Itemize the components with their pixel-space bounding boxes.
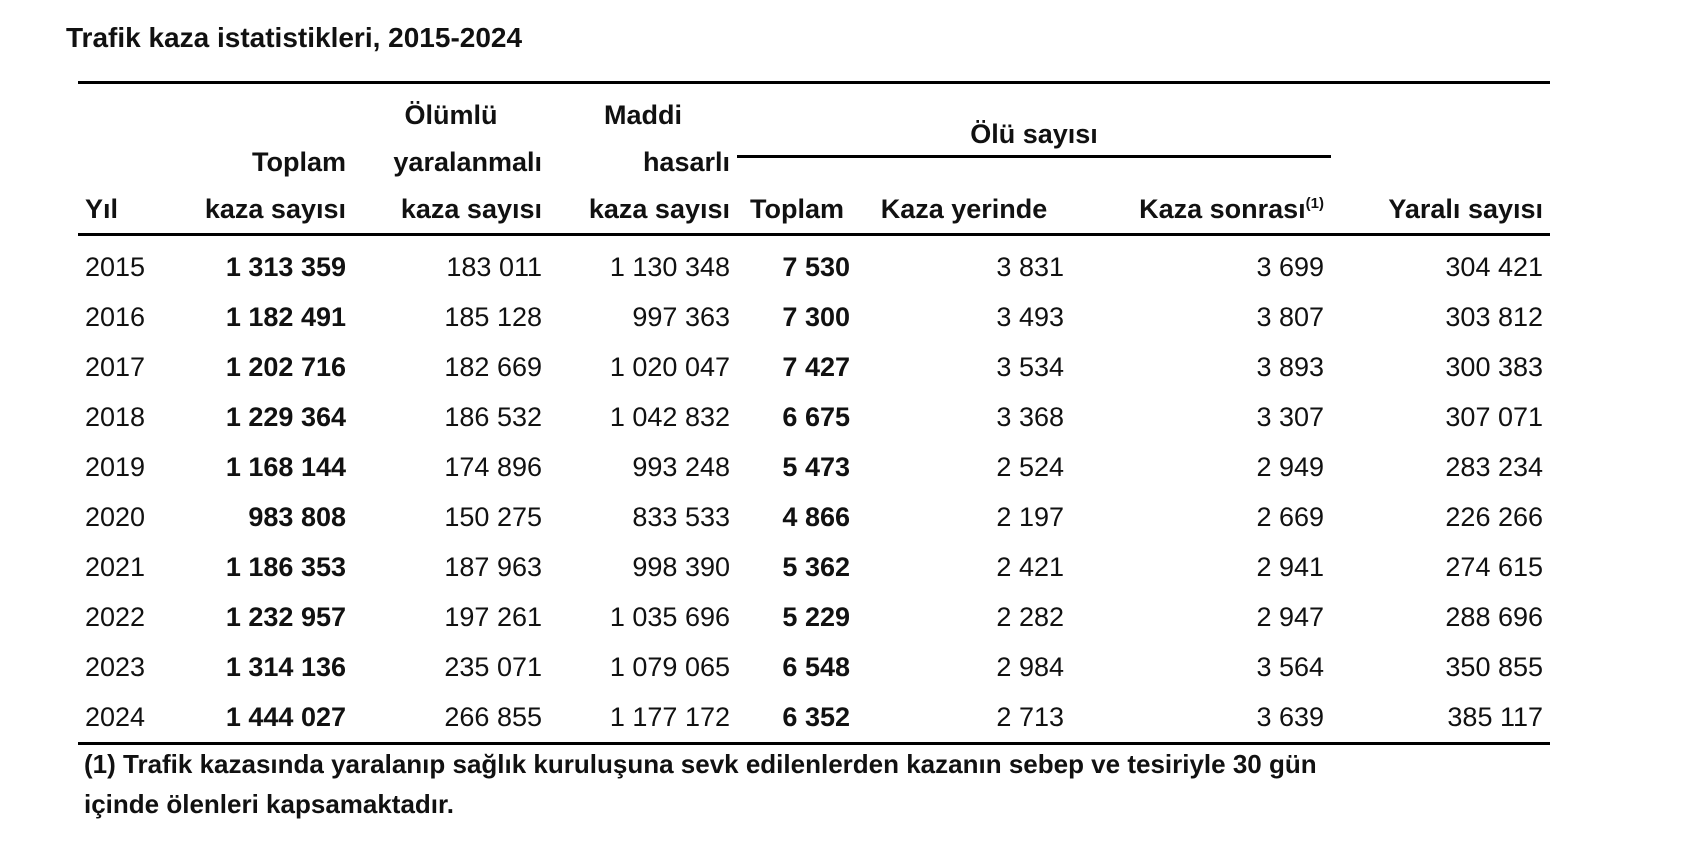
header-fatal-line3: kaza sayısı	[400, 194, 542, 224]
cell-damage-accidents: 1 079 065	[609, 651, 730, 682]
cell-deaths-after: 2 941	[1256, 551, 1325, 582]
cell-year: 2020	[85, 501, 146, 532]
cell-damage-accidents: 1 042 832	[609, 401, 730, 432]
cell-deaths-onsite: 3 831	[996, 251, 1064, 282]
header-deaths-after	[1071, 156, 1331, 234]
cell-deaths-after: 3 893	[1256, 351, 1325, 382]
cell-injured: 303 812	[1445, 301, 1544, 332]
cell-year: 2019	[85, 451, 146, 482]
cell-deaths-after: 3 807	[1256, 301, 1325, 332]
table-row	[78, 442, 1550, 492]
table-row	[78, 592, 1550, 642]
header-total-accidents	[178, 83, 353, 235]
cell-injured: 274 615	[1445, 551, 1544, 582]
table-row	[78, 642, 1550, 692]
cell-deaths-onsite: 3 493	[996, 301, 1064, 332]
cell-deaths-onsite: 2 524	[996, 451, 1064, 482]
cell-damage-accidents: 1 035 696	[609, 601, 730, 632]
header-fatal-line1: Ölümlü	[404, 100, 498, 130]
cell-deaths-onsite: 2 282	[996, 601, 1064, 632]
cell-deaths-total: 6 548	[782, 651, 850, 682]
cell-deaths-onsite: 2 421	[996, 551, 1064, 582]
cell-deaths-after: 3 564	[1256, 651, 1325, 682]
cell-total-accidents: 1 313 359	[225, 251, 346, 282]
cell-deaths-total: 7 530	[782, 251, 850, 282]
cell-deaths-total: 7 300	[782, 301, 850, 332]
header-damage-line2: hasarlı	[642, 147, 730, 177]
cell-damage-accidents: 998 390	[632, 551, 730, 582]
header-injured	[1331, 83, 1550, 235]
cell-deaths-after: 3 699	[1256, 251, 1325, 282]
table-row	[78, 392, 1550, 442]
page-title: Trafik kaza istatistikleri, 2015-2024	[66, 22, 523, 53]
footnote-line2: içinde ölenleri kapsamaktadır.	[84, 789, 454, 819]
cell-year: 2024	[85, 701, 146, 732]
cell-injured: 226 266	[1445, 501, 1544, 532]
cell-damage-accidents: 993 248	[632, 451, 730, 482]
cell-damage-accidents: 1 177 172	[609, 701, 730, 732]
cell-total-accidents: 983 808	[248, 501, 346, 532]
cell-total-accidents: 1 232 957	[225, 601, 346, 632]
cell-deaths-onsite: 2 984	[996, 651, 1064, 682]
header-damage-line1: Maddi	[604, 100, 682, 130]
cell-injured: 307 071	[1445, 401, 1544, 432]
cell-deaths-after: 3 307	[1256, 401, 1325, 432]
cell-year: 2022	[85, 601, 146, 632]
cell-fatal-accidents: 266 855	[444, 701, 542, 732]
cell-deaths-total: 6 675	[782, 401, 850, 432]
cell-injured: 304 421	[1445, 251, 1544, 282]
cell-deaths-after: 2 949	[1256, 451, 1325, 482]
cell-fatal-accidents: 174 896	[444, 451, 542, 482]
cell-fatal-accidents: 183 011	[446, 251, 542, 282]
cell-total-accidents: 1 186 353	[225, 551, 346, 582]
cell-total-accidents: 1 444 027	[225, 701, 346, 732]
table-row	[78, 692, 1550, 744]
cell-year: 2018	[85, 401, 146, 432]
header-injured-label: Yaralı sayısı	[1388, 194, 1544, 224]
footnote-line1: (1) Trafik kazasında yaralanıp sağlık kuruluşuna sevk edilenlerden kazanın sebep ve tesiriyle 30 gün	[84, 749, 1317, 779]
cell-year: 2021	[85, 551, 146, 582]
table-body	[78, 235, 1550, 744]
statistics-table-container	[78, 81, 1550, 745]
cell-deaths-after: 2 669	[1256, 501, 1325, 532]
header-deaths-onsite: Kaza yerinde	[880, 194, 1048, 224]
table-header	[78, 83, 1550, 235]
cell-fatal-accidents: 182 669	[444, 351, 542, 382]
header-total-line1: Toplam	[252, 147, 346, 177]
cell-year: 2023	[85, 651, 146, 682]
header-year	[78, 83, 178, 235]
cell-total-accidents: 1 202 716	[225, 351, 346, 382]
header-deaths-group: Ölü sayısı	[737, 83, 1331, 157]
table-row	[78, 492, 1550, 542]
header-damage-accidents	[549, 83, 737, 235]
header-fatal-accidents	[353, 83, 549, 235]
header-deaths-after-label: Kaza sonrası	[1139, 194, 1306, 224]
cell-fatal-accidents: 186 532	[444, 401, 542, 432]
cell-fatal-accidents: 185 128	[444, 301, 542, 332]
cell-deaths-after: 2 947	[1256, 601, 1325, 632]
header-year-label: Yıl	[85, 194, 119, 224]
cell-deaths-onsite: 2 713	[996, 701, 1064, 732]
cell-injured: 283 234	[1445, 451, 1544, 482]
cell-deaths-total: 4 866	[782, 501, 850, 532]
cell-injured: 300 383	[1445, 351, 1544, 382]
table-row	[78, 542, 1550, 592]
table-row	[78, 292, 1550, 342]
cell-year: 2015	[85, 251, 146, 282]
cell-deaths-onsite: 2 197	[996, 501, 1064, 532]
header-fatal-line2: yaralanmalı	[393, 147, 542, 177]
header-damage-line3: kaza sayısı	[588, 194, 730, 224]
cell-deaths-after: 3 639	[1256, 701, 1325, 732]
cell-fatal-accidents: 150 275	[444, 501, 542, 532]
cell-injured: 350 855	[1445, 651, 1544, 682]
cell-deaths-total: 5 229	[782, 601, 850, 632]
cell-deaths-total: 5 362	[782, 551, 850, 582]
table-row	[78, 235, 1550, 293]
cell-deaths-total: 6 352	[782, 701, 850, 732]
cell-deaths-total: 7 427	[782, 351, 850, 382]
cell-total-accidents: 1 182 491	[225, 301, 346, 332]
cell-fatal-accidents: 197 261	[444, 601, 542, 632]
cell-total-accidents: 1 168 144	[225, 451, 346, 482]
cell-year: 2016	[85, 301, 146, 332]
cell-total-accidents: 1 229 364	[225, 401, 346, 432]
cell-total-accidents: 1 314 136	[225, 651, 346, 682]
cell-damage-accidents: 1 130 348	[609, 251, 730, 282]
header-deaths-total: Toplam	[750, 194, 844, 224]
cell-damage-accidents: 1 020 047	[609, 351, 730, 382]
cell-deaths-total: 5 473	[782, 451, 850, 482]
footnote-marker: (1)	[1305, 195, 1325, 212]
statistics-table	[78, 81, 1550, 745]
header-total-line2: kaza sayısı	[204, 194, 346, 224]
cell-deaths-onsite: 3 534	[996, 351, 1064, 382]
table-row	[78, 342, 1550, 392]
cell-deaths-onsite: 3 368	[996, 401, 1064, 432]
cell-injured: 385 117	[1447, 701, 1544, 732]
cell-damage-accidents: 833 533	[632, 501, 730, 532]
footnote	[84, 744, 1554, 824]
cell-year: 2017	[85, 351, 146, 382]
cell-fatal-accidents: 235 071	[444, 651, 542, 682]
cell-damage-accidents: 997 363	[632, 301, 730, 332]
cell-fatal-accidents: 187 963	[444, 551, 542, 582]
cell-injured: 288 696	[1445, 601, 1544, 632]
